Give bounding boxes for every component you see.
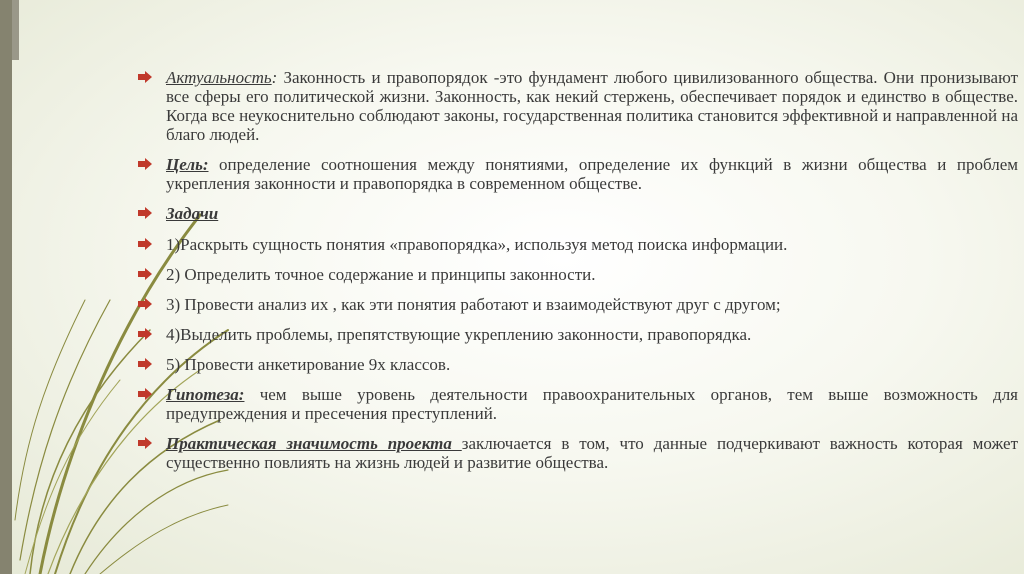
practical-significance-text: заключается в том, что данные подчеркивают важность которая может существенно повлиять на жизнь людей и развитие общества. bbox=[166, 434, 1019, 472]
arrow-bullet-icon bbox=[138, 328, 152, 340]
list-item-task-3 bbox=[138, 295, 1018, 314]
task-1-text: 1)Раскрыть сущность понятия «правопорядка», используя метод поиска информации. bbox=[166, 235, 788, 254]
list-item-tasks-heading bbox=[138, 204, 1018, 223]
hypothesis-text: чем выше уровень деятельности правоохранительных органов, тем выше возможность для предупреждения и пресечения преступлений. bbox=[166, 385, 1018, 423]
relevance-colon: : bbox=[271, 68, 278, 87]
slide-content bbox=[138, 68, 1018, 483]
goal-label: Цель: bbox=[166, 155, 209, 174]
arrow-bullet-icon bbox=[138, 358, 152, 370]
list-item-hypothesis bbox=[138, 385, 1018, 423]
tasks-label: Задачи bbox=[166, 204, 219, 223]
arrow-bullet-icon bbox=[138, 268, 152, 280]
relevance-label: Актуальность bbox=[166, 68, 272, 87]
list-item-task-2 bbox=[138, 265, 1018, 284]
arrow-bullet-icon bbox=[138, 71, 152, 83]
task-2-text: 2) Определить точное содержание и принципы законности. bbox=[166, 265, 596, 284]
task-4-text: 4)Выделить проблемы, препятствующие укреплению законности, правопорядка. bbox=[166, 325, 752, 344]
hypothesis-label: Гипотеза: bbox=[166, 385, 245, 404]
task-5-text: 5) Провести анкетирование 9х классов. bbox=[166, 355, 451, 374]
list-item-goal bbox=[138, 155, 1018, 193]
arrow-bullet-icon bbox=[138, 298, 152, 310]
arrow-bullet-icon bbox=[138, 238, 152, 250]
list-item-practical-significance bbox=[138, 434, 1018, 472]
practical-significance-label: Практическая значимость проекта bbox=[166, 434, 462, 453]
goal-text: определение соотношения между понятиями, определение их функций в жизни общества и проблем укрепления законности и правопорядка в современном обществе. bbox=[166, 155, 1018, 193]
list-item-task-4 bbox=[138, 325, 1018, 344]
task-3-text: 3) Провести анализ их , как эти понятия работают и взаимодействуют друг с другом; bbox=[166, 295, 781, 314]
list-item-task-5 bbox=[138, 355, 1018, 374]
list-item-task-1 bbox=[138, 235, 1018, 254]
relevance-text: Законность и правопорядок -это фундамент любого цивилизованного общества. Они пронизывают все сферы его политической жизни. Законность, как некий стержень, обеспечивает порядок и единство в обществе. Когда все неукоснительно соблюдают законы, государственная политика становится эффективной и направленной на благо людей. bbox=[166, 68, 1018, 144]
arrow-bullet-icon bbox=[138, 207, 152, 219]
list-item-relevance bbox=[138, 68, 1018, 144]
arrow-bullet-icon bbox=[138, 388, 152, 400]
arrow-bullet-icon bbox=[138, 158, 152, 170]
arrow-bullet-icon bbox=[138, 437, 152, 449]
